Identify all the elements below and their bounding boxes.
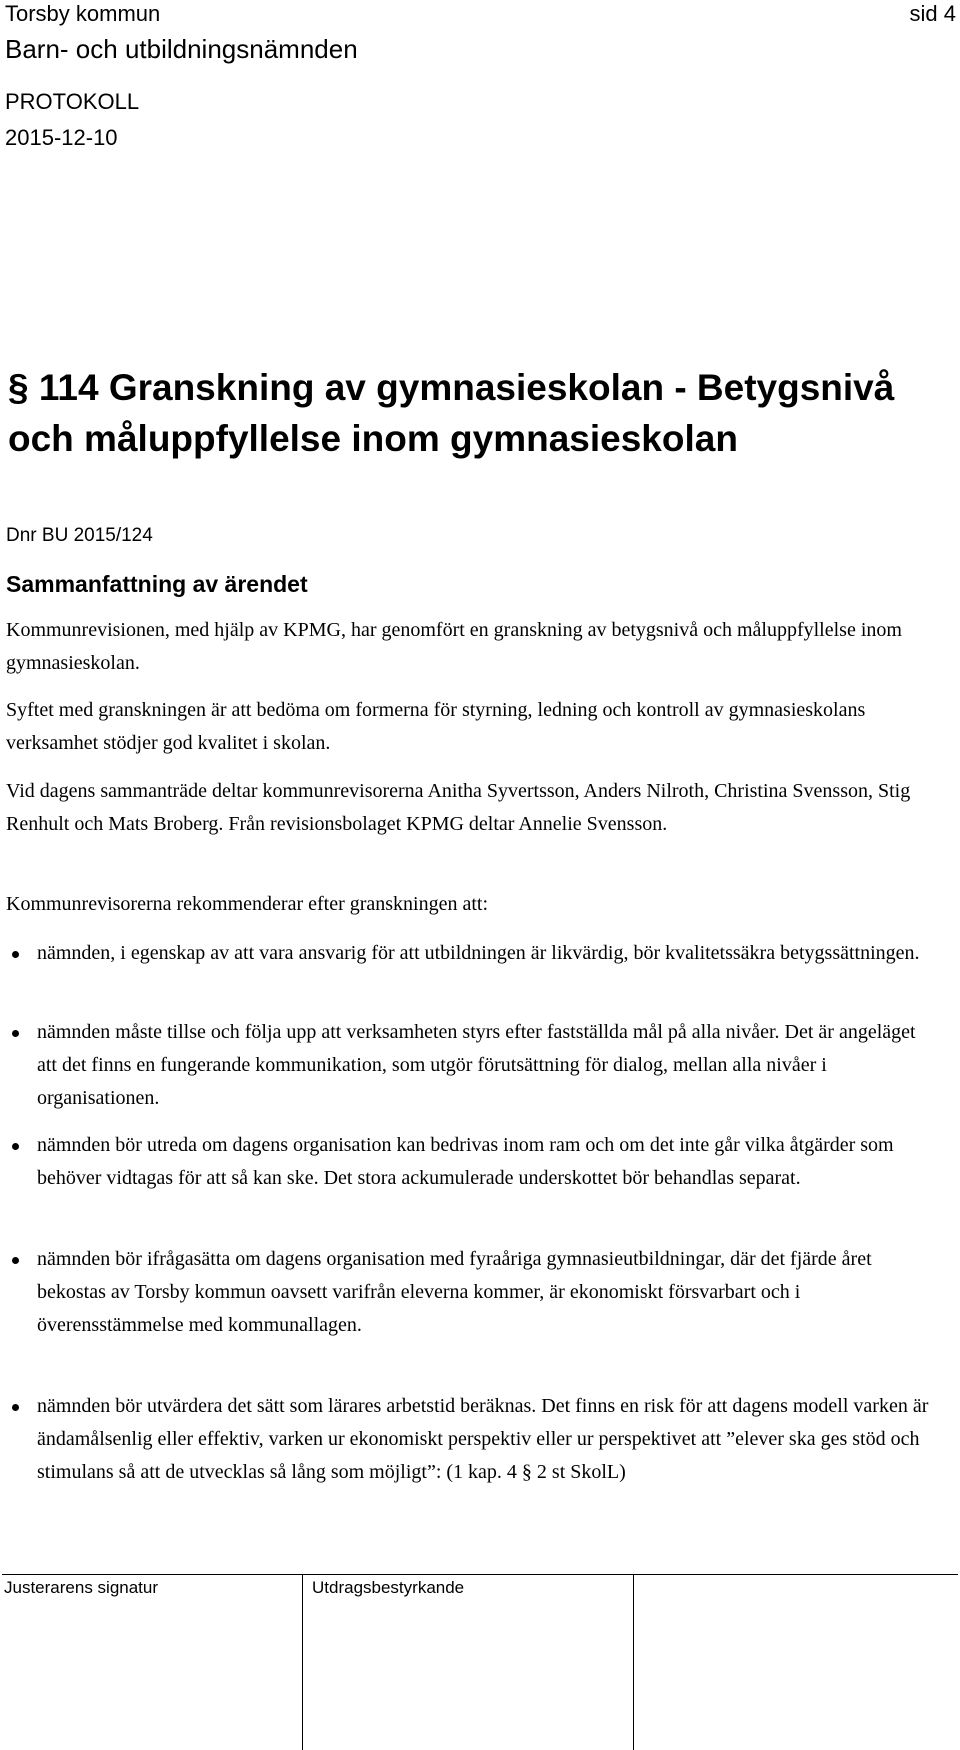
recommendation-text: nämnden bör ifrågasätta om dagens organisation med fyraåriga gymnasieutbildningar, där det fjärde året bekostas av Torsby kommun oavsett varifrån eleverna kommer, är ekonomiskt försvarbart och i överensstämmelse med kommunallagen. [37, 1248, 872, 1336]
paragraph-participants: Vid dagens sammanträde deltar kommunrevisorerna Anitha Syvertsson, Anders Nilroth, Christina Svensson, Stig Renhult och Mats Broberg. Från revisionsbolaget KPMG deltar Annelie Svensson. [6, 780, 911, 835]
board-name: Barn- och utbildningsnämnden [5, 34, 358, 64]
recommendation-text: nämnden bör utreda om dagens organisation kan bedrivas inom ram och om det inte går vilka åtgärder som behöver vidtagas för att så kan ske. Det stora ackumulerade underskottet bör behandlas separat. [37, 1134, 894, 1189]
document-type: PROTOKOLL [5, 89, 140, 114]
recommendation-text: nämnden, i egenskap av att vara ansvarig för att utbildningen är likvärdig, bör kvalitetssäkra betygssättningen. [37, 942, 920, 964]
bullet-icon [12, 1257, 19, 1264]
meeting-date: 2015-12-10 [5, 125, 118, 150]
recommendation-text: nämnden måste tillse och följa upp att verksamheten styrs efter fastställda mål på alla nivåer. Det är angeläget att det finns en fungerande kommunikation, som utgör förutsättning för dialog, mellan alla nivåer i organisationen. [37, 1021, 916, 1109]
bullet-icon [12, 951, 19, 958]
summary-heading: Sammanfattning av ärendet [6, 571, 308, 597]
extract-label: Utdragsbestyrkande [312, 1578, 465, 1597]
recommendation-text: nämnden bör utvärdera det sätt som lärares arbetstid beräknas. Det finns en risk för att dagens modell varken är ändamålsenlig eller effektiv, varken ur ekonomiskt perspektiv eller ur perspektivet att ”elever ska ges stöd och stimulans så att de utvecklas så lång som möjligt”: (1 kap. 4 § 2 st SkolL) [37, 1395, 929, 1483]
bullet-icon [12, 1404, 19, 1411]
section-title: § 114 Granskning av gymnasieskolan - Betygsnivå och måluppfyllelse inom gymnasieskolan [8, 367, 895, 459]
page-number: sid 4 [909, 1, 956, 26]
paragraph-review-intro: Kommunrevisionen, med hjälp av KPMG, har genomfört en granskning av betygsnivå och måluppfyllelse inom gymnasieskolan. [6, 619, 902, 674]
footer-column-divider [633, 1575, 634, 1750]
registration-number: Dnr BU 2015/124 [6, 525, 153, 546]
signature-label: Justerarens signatur [4, 1578, 159, 1597]
bullet-icon [12, 1143, 19, 1150]
paragraph-review-purpose: Syftet med granskningen är att bedöma om formerna för styrning, ledning och kontroll av gymnasieskolans verksamhet stödjer god kvalitet i skolan. [6, 699, 866, 754]
municipality-name: Torsby kommun [5, 1, 161, 26]
footer-divider [2, 1574, 958, 1575]
footer-column-divider [302, 1575, 303, 1750]
bullet-icon [12, 1030, 19, 1037]
paragraph-recommendations-intro: Kommunrevisorerna rekommenderar efter granskningen att: [6, 893, 489, 915]
